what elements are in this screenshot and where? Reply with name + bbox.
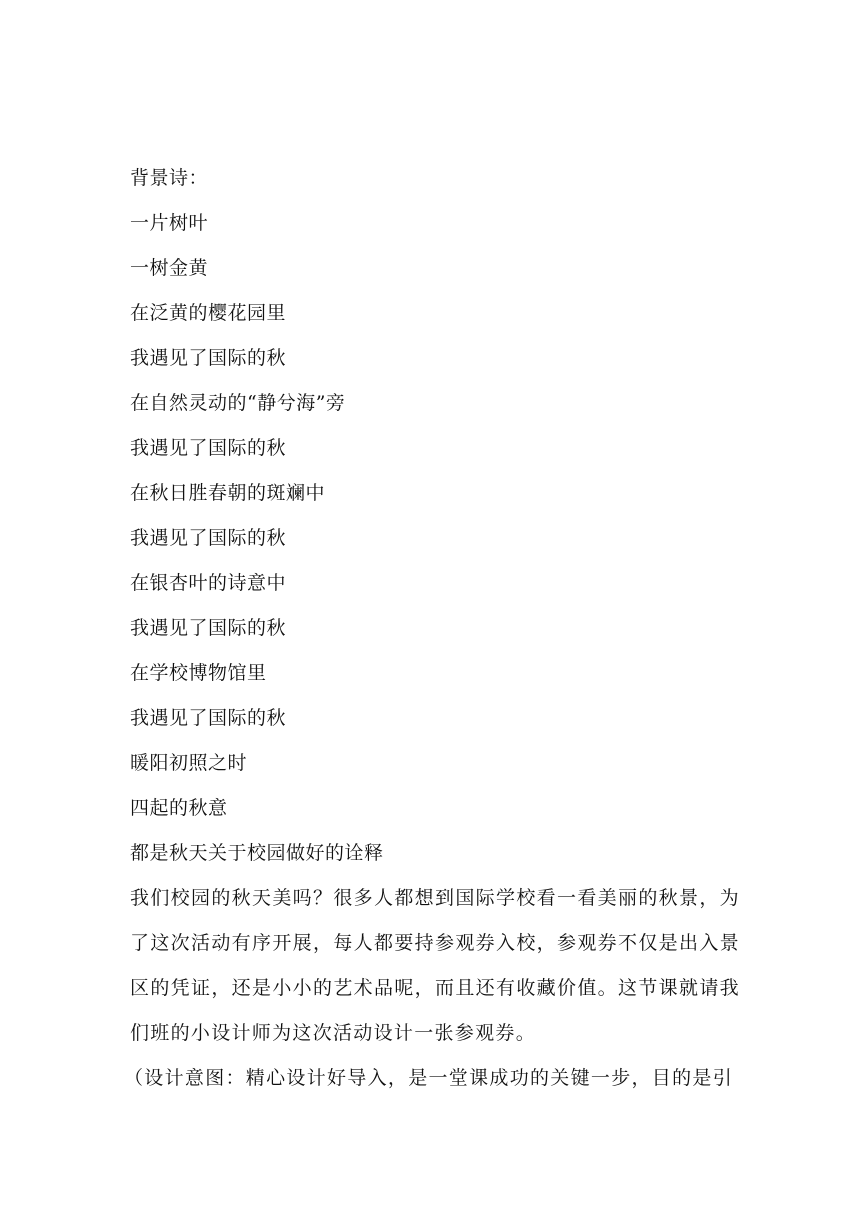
poem-line: 我遇见了国际的秋 [130,527,287,549]
poem-line: 我遇见了国际的秋 [130,707,287,729]
poem-line: 都是秋天关于校园做好的诠释 [130,842,384,864]
poem-line: 一树金黄 [130,257,209,279]
design-note-paragraph: （设计意图：精心设计好导入，是一堂课成功的关键一步，目的是引 [124,1067,734,1089]
intro-paragraph: 我们校园的秋天美吗？很多人都想到国际学校看一看美丽的秋景，为了这次活动有序开展，每人都要持参观券入校，参观券不仅是出入景区的凭证，还是小小的艺术品呢，而且还有收藏价值。这节课就请我们班的小设计师为这次活动设计一张参观券。 [130,887,740,1044]
document-page [124,156,740,1101]
poem-line: 在学校博物馆里 [130,662,267,684]
poem-line: 四起的秋意 [130,797,228,819]
poem-line: 在秋日胜春朝的斑斓中 [130,482,326,504]
poem-heading: 背景诗： [130,167,209,189]
poem-line: 暖阳初照之时 [130,752,248,774]
poem-line: 在泛黄的樱花园里 [130,302,287,324]
poem-line: 我遇见了国际的秋 [130,347,287,369]
poem-line: 一片树叶 [130,212,209,234]
poem-line: 我遇见了国际的秋 [130,617,287,639]
poem-line: 在银杏叶的诗意中 [130,572,287,594]
poem-line: 在自然灵动的“静兮海”旁 [130,392,346,414]
poem-line: 我遇见了国际的秋 [130,437,287,459]
